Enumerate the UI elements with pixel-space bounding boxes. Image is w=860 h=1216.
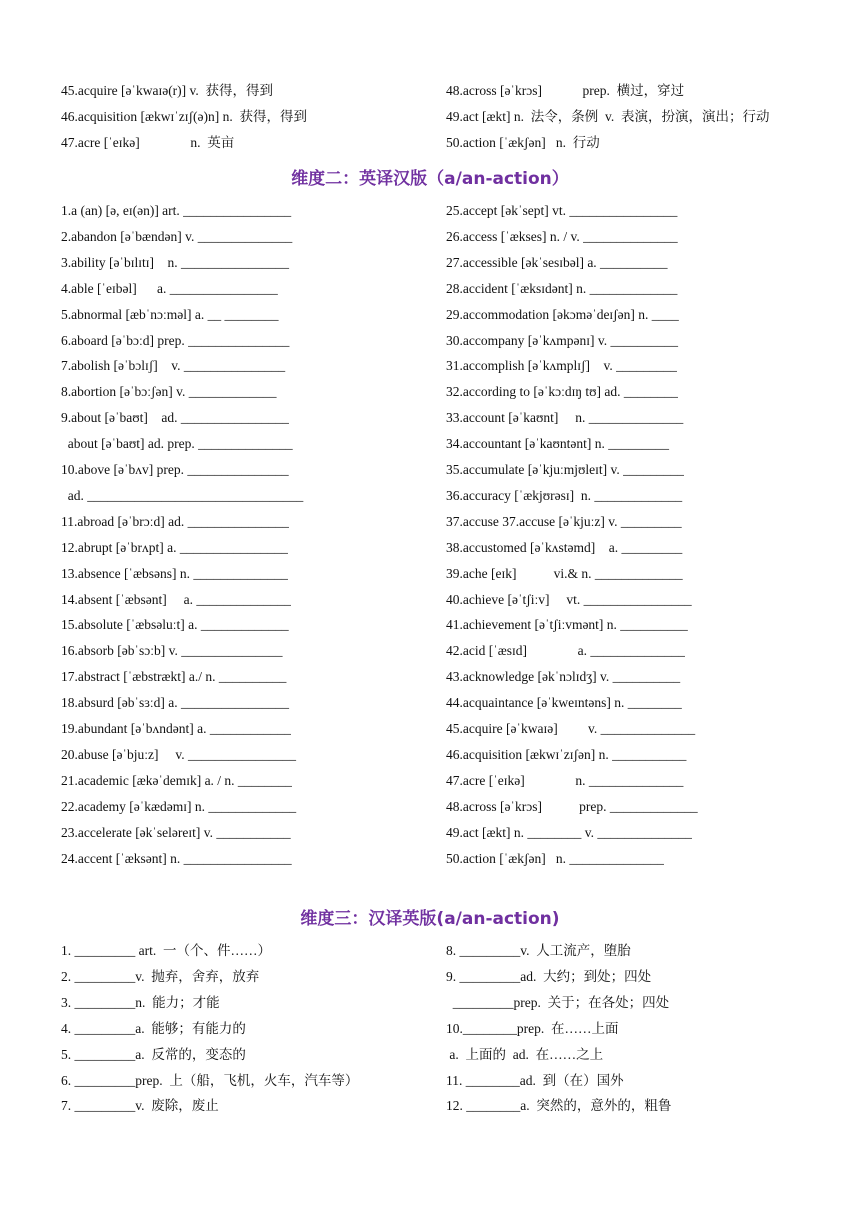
vocab-entry-left: 7. _________v. 废除，废止	[61, 1098, 219, 1114]
vocab-entry-right: 44.acquaintance [əˈkweɪntəns] n. ________	[446, 695, 682, 711]
vocab-row	[0, 993, 860, 1019]
vocab-entry-left: 6.aboard [əˈbɔːd] prep. _______________	[61, 332, 290, 348]
vocab-row	[0, 967, 860, 993]
vocab-entry-left: 2.abandon [əˈbændən] v. ______________	[61, 228, 293, 244]
vocab-entry-right: 43.acknowledge [əkˈnɔlɪdʒ] v. __________	[446, 669, 681, 685]
vocab-row	[0, 279, 860, 305]
vocab-entry-left: 4.able [ˈeɪbəl] a. ________________	[61, 280, 278, 296]
vocab-entry-left: 45.acquire [əˈkwaɪə(r)] v. 获得，得到	[61, 83, 274, 98]
vocab-row	[0, 512, 860, 538]
vocab-entry-left: 5. _________a. 反常的，变态的	[61, 1046, 246, 1062]
vocab-entry-left: ad. ________________________________	[61, 487, 304, 503]
vocab-row	[0, 227, 860, 253]
vocab-entry-right: 12. ________a. 突然的，意外的，粗鲁	[446, 1098, 672, 1114]
vocab-entry-right: 27.accessible [əkˈsesɪbəl] a. __________	[446, 254, 668, 270]
vocab-row	[0, 590, 860, 616]
vocab-entry-right: 35.accumulate [əˈkjuːmjʊleɪt] v. _________	[446, 462, 684, 477]
vocab-row	[0, 305, 860, 331]
vocab-entry-left: 18.absurd [əbˈsɜːd] a. ________________	[61, 695, 290, 711]
vocab-row	[0, 1019, 860, 1045]
vocab-entry-left: 20.abuse [əˈbjuːz] v. ________________	[61, 746, 296, 762]
vocab-row	[0, 564, 860, 590]
vocab-entry-right: 45.acquire [əˈkwaɪə] v. ______________	[446, 721, 696, 736]
vocab-entry-right: 28.accident [ˈæksɪdənt] n. _____________	[446, 280, 678, 296]
vocab-row	[0, 693, 860, 719]
vocab-entry-right: 41.achievement [əˈtʃiːvmənt] n. __________	[446, 617, 688, 633]
vocab-entry-right: 30.accompany [əˈkʌmpənɪ] v. __________	[446, 332, 678, 348]
vocab-entry-right: _________prep. 关于；在各处；四处	[446, 994, 670, 1010]
vocab-entry-right: 8. _________v. 人工流产，堕胎	[446, 943, 631, 958]
section-heading-zh-to-en: 维度三：汉译英版(a/an-action)	[300, 909, 560, 929]
vocab-entry-right: 50.action [ˈækʃən] n. ______________	[446, 850, 664, 866]
vocab-entry-left: 6. _________prep. 上（船，飞机，火车，汽车等）	[61, 1072, 359, 1088]
vocab-entry-left: 47.acre [ˈeɪkə] n. 英亩	[61, 134, 235, 150]
vocab-entry-right: 11. ________ad. 到（在）国外	[446, 1072, 624, 1088]
vocab-entry-right: 26.access [ˈækses] n. / v. ______________	[446, 228, 678, 244]
vocab-row	[0, 81, 860, 107]
vocab-entry-right: 40.achieve [əˈtʃiːv] vt. ________________	[446, 591, 692, 607]
vocab-entry-left: 19.abundant [əˈbʌndənt] a. ____________	[61, 721, 291, 736]
vocab-entry-left: 1.a (an) [ə, eɪ(ən)] art. ________________	[61, 203, 292, 218]
vocab-row	[0, 641, 860, 667]
vocab-entry-right: 50.action [ˈækʃən] n. 行动	[446, 134, 600, 150]
section-heading-en-to-zh: 维度二：英译汉版（a/an-action）	[291, 169, 569, 189]
vocab-entry-right: 9. _________ad. 大约；到处；四处	[446, 968, 652, 984]
vocab-entry-left: 10.above [əˈbʌv] prep. _______________	[61, 462, 289, 477]
vocab-entry-right: 32.according to [əˈkɔːdɪŋ tʊ] ad. ________	[446, 384, 678, 400]
vocab-entry-left: 16.absorb [əbˈsɔːb] v. _______________	[61, 643, 283, 659]
vocab-row	[0, 771, 860, 797]
vocab-entry-left: 9.about [əˈbaʊt] ad. ________________	[61, 410, 289, 426]
vocab-entry-left: 21.academic [ækəˈdemɪk] a. / n. ________	[61, 772, 292, 788]
vocab-entry-right: 42.acid [ˈæsɪd] a. ______________	[446, 643, 685, 659]
vocab-entry-right: 25.accept [əkˈsept] vt. ________________	[446, 203, 678, 218]
vocab-entry-right: 34.accountant [əˈkaʊntənt] n. _________	[446, 436, 669, 452]
vocab-row	[0, 849, 860, 875]
vocab-row	[0, 615, 860, 641]
vocab-row	[0, 460, 860, 486]
vocab-row	[0, 356, 860, 382]
vocab-entry-left: 15.absolute [ˈæbsəluːt] a. _____________	[61, 617, 289, 633]
vocab-entry-left: 13.absence [ˈæbsəns] n. ______________	[61, 565, 288, 581]
vocab-entry-left: 22.academy [əˈkædəmɪ] n. _____________	[61, 798, 297, 814]
vocab-row	[0, 1045, 860, 1071]
vocab-entry-right: 36.accuracy [ˈækjʊrəsɪ] n. _____________	[446, 487, 683, 503]
vocab-entry-left: 3.ability [əˈbɪlɪtɪ] n. ________________	[61, 254, 289, 270]
vocab-entry-left: 2. _________v. 抛弃，舍弃，放弃	[61, 968, 260, 984]
vocab-entry-left: about [əˈbaʊt] ad. prep. ______________	[61, 436, 293, 452]
vocab-entry-right: a. 上面的 ad. 在……之上	[446, 1046, 604, 1062]
vocab-row	[0, 1071, 860, 1097]
vocab-entry-right: 39.ache [eɪk] vi.& n. _____________	[446, 565, 683, 581]
vocab-row	[0, 434, 860, 460]
vocab-row	[0, 823, 860, 849]
vocab-entry-left: 5.abnormal [æbˈnɔːməl] a. __ ________	[61, 306, 279, 322]
vocab-entry-right: 49.act [ækt] n. 法令，条例 v. 表演，扮演，演出；行动	[446, 108, 770, 124]
vocab-entry-left: 24.accent [ˈæksənt] n. ________________	[61, 850, 292, 866]
vocab-entry-left: 4. _________a. 能够；有能力的	[61, 1020, 246, 1036]
vocab-entry-left: 14.absent [ˈæbsənt] a. ______________	[61, 591, 291, 607]
vocab-row	[0, 331, 860, 357]
vocab-entry-right: 29.accommodation [əkɔməˈdeɪʃən] n. ____	[446, 306, 679, 322]
vocab-entry-right: 31.accomplish [əˈkʌmplɪʃ] v. _________	[446, 358, 677, 374]
vocab-entry-right: 47.acre [ˈeɪkə] n. ______________	[446, 772, 684, 788]
vocab-row	[0, 201, 860, 227]
vocab-entry-right: 49.act [ækt] n. ________ v. ______________	[446, 824, 692, 840]
vocab-entry-right: 10.________prep. 在……上面	[446, 1020, 619, 1036]
vocab-row	[0, 797, 860, 823]
vocab-entry-left: 1. _________ art. 一（个、件……）	[61, 943, 271, 958]
vocab-row	[0, 667, 860, 693]
vocab-entry-right: 46.acquisition [ækwɪˈzɪʃən] n. ___________	[446, 746, 687, 762]
vocab-row	[0, 719, 860, 745]
vocab-entry-left: 12.abrupt [əˈbrʌpt] a. ________________	[61, 539, 288, 555]
vocab-row	[0, 1096, 860, 1122]
vocab-entry-right: 38.accustomed [əˈkʌstəmd] a. _________	[446, 539, 683, 555]
vocab-entry-right: 48.across [əˈkrɔs] prep. 横过，穿过	[446, 83, 685, 98]
vocab-entry-right: 37.accuse 37.accuse [əˈkjuːz] v. _________	[446, 513, 682, 529]
vocab-row	[0, 133, 860, 159]
vocab-entry-left: 3. _________n. 能力；才能	[61, 994, 220, 1010]
vocab-row	[0, 538, 860, 564]
vocab-entry-right: 33.account [əˈkaʊnt] n. ______________	[446, 410, 684, 426]
vocab-row	[0, 408, 860, 434]
vocab-entry-left: 7.abolish [əˈbɔlɪʃ] v. _______________	[61, 358, 286, 374]
vocab-entry-left: 46.acquisition [ækwɪˈzɪʃ(ə)n] n. 获得，得到	[61, 108, 307, 124]
vocab-row	[0, 253, 860, 279]
vocab-entry-left: 23.accelerate [əkˈseləreɪt] v. ___________	[61, 824, 291, 840]
vocab-row	[0, 382, 860, 408]
vocab-row	[0, 486, 860, 512]
vocab-row	[0, 745, 860, 771]
vocab-entry-right: 48.across [əˈkrɔs] prep. _____________	[446, 798, 698, 814]
vocab-entry-left: 11.abroad [əˈbrɔːd] ad. _______________	[61, 513, 289, 529]
vocab-entry-left: 17.abstract [ˈæbstrækt] a./ n. __________	[61, 669, 287, 685]
vocab-row	[0, 941, 860, 967]
vocab-entry-left: 8.abortion [əˈbɔːʃən] v. _____________	[61, 384, 277, 400]
vocab-row	[0, 107, 860, 133]
